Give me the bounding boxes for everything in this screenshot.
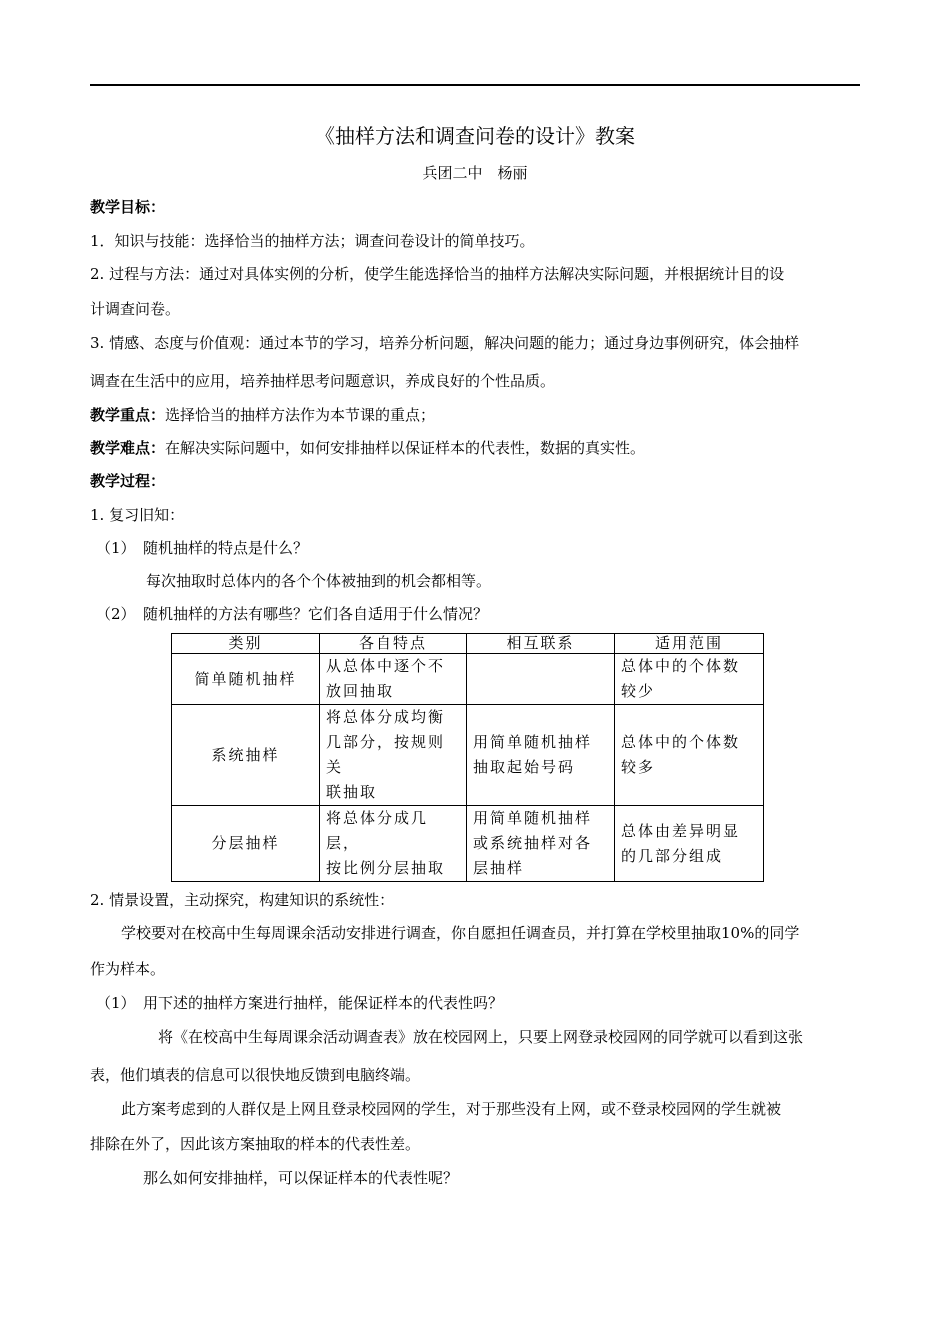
goal-3-line2: 调查在生活中的应用，培养抽样思考问题意识，养成良好的个性品质。 [90, 372, 556, 390]
goals-heading: 教学目标： [90, 198, 166, 216]
table-header: 相互联系 [467, 634, 615, 654]
scenario-question-1: （1） 用下述的抽样方案进行抽样，能保证样本的代表性吗？ [96, 994, 504, 1012]
plan-line1: 将《在校高中生每周课余活动调查表》放在校园网上，只要上网登录校园网的同学就可以看到这张 [158, 1028, 804, 1046]
document-title: 《抽样方法和调查问卷的设计》教案 [315, 124, 635, 148]
goal-2-line2: 计调查问卷。 [90, 300, 181, 318]
keypoint-text: 选择恰当的抽样方法作为本节课的重点； [165, 406, 436, 424]
method-scope: 总体由差异明显 的几部分组成 [615, 806, 764, 882]
table-header: 适用范围 [615, 634, 764, 654]
method-name: 分层抽样 [172, 806, 320, 882]
scenario-line1: 学校要对在校高中生每周课余活动安排进行调查，你自愿担任调查员，并打算在学校里抽取10%的同学 [121, 924, 800, 942]
step-2: 2. 情景设置，主动探究，构建知识的系统性： [90, 891, 395, 909]
answer-1: 每次抽取时总体内的各个个体被抽到的机会都相等。 [146, 572, 492, 590]
goal-1: 1．知识与技能：选择恰当的抽样方法；调查问卷设计的简单技巧。 [90, 232, 535, 250]
method-relation [467, 654, 615, 705]
method-relation: 用简单随机抽样 抽取起始号码 [467, 705, 615, 806]
method-name: 系统抽样 [172, 705, 320, 806]
goal-3-line1: 3. 情感、态度与价值观：通过本节的学习，培养分析问题，解决问题的能力；通过身边事例研究，体会抽样 [90, 334, 800, 352]
sampling-methods-table [171, 633, 764, 882]
question-2: （2） 随机抽样的方法有哪些？它们各自适用于什么情况？ [96, 605, 489, 623]
difficulty-label: 教学难点： [90, 439, 166, 457]
scenario-line2: 作为样本。 [90, 960, 166, 978]
process-heading: 教学过程： [90, 472, 166, 490]
author-line: 兵团二中 杨丽 [422, 164, 528, 182]
table-header-row [172, 634, 764, 654]
analysis-line1: 此方案考虑到的人群仅是上网且登录校园网的学生，对于那些没有上网，或不登录校园网的学生就被 [121, 1100, 782, 1118]
table-row [172, 654, 764, 705]
difficulty-text: 在解决实际问题中，如何安排抽样以保证样本的代表性，数据的真实性。 [165, 439, 646, 457]
followup-question: 那么如何安排抽样，可以保证样本的代表性呢？ [143, 1169, 459, 1187]
keypoint-line [90, 405, 435, 425]
method-scope: 总体中的个体数 较少 [615, 654, 764, 705]
method-feature: 将总体分成均衡 几部分，按规则关 联抽取 [320, 705, 467, 806]
method-relation: 用简单随机抽样 或系统抽样对各 层抽样 [467, 806, 615, 882]
table-row [172, 705, 764, 806]
analysis-line2: 排除在外了，因此该方案抽取的样本的代表性差。 [90, 1135, 421, 1153]
step-1: 1. 复习旧知： [90, 506, 185, 524]
method-scope: 总体中的个体数 较多 [615, 705, 764, 806]
table-header: 类别 [172, 634, 320, 654]
header-rule [90, 84, 860, 86]
keypoint-label: 教学重点： [90, 406, 166, 424]
method-feature: 将总体分成几层， 按比例分层抽取 [320, 806, 467, 882]
method-feature: 从总体中逐个不 放回抽取 [320, 654, 467, 705]
method-name: 简单随机抽样 [172, 654, 320, 705]
table-row [172, 806, 764, 882]
table-header: 各自特点 [320, 634, 467, 654]
question-1: （1） 随机抽样的特点是什么？ [96, 539, 309, 557]
plan-line2: 表，他们填表的信息可以很快地反馈到电脑终端。 [90, 1066, 421, 1084]
goal-2-line1: 2. 过程与方法：通过对具体实例的分析，使学生能选择恰当的抽样方法解决实际问题，并根据统计目的设 [90, 265, 785, 283]
difficulty-line [90, 438, 645, 458]
